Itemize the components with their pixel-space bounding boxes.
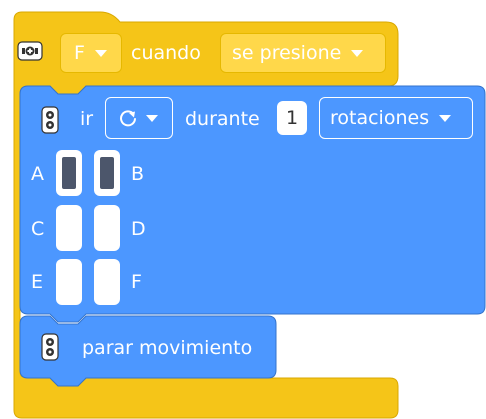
go-label: ir [80, 108, 94, 130]
unit-dropdown-value: rotaciones [330, 107, 430, 129]
remote-control-icon [40, 333, 60, 361]
port-e-toggle[interactable] [56, 259, 82, 305]
chevron-down-icon [146, 115, 158, 122]
port-label-b: B [131, 163, 145, 185]
when-label: cuando [131, 42, 201, 64]
direction-dropdown[interactable] [105, 97, 173, 139]
unit-dropdown[interactable] [319, 97, 473, 139]
port-a-toggle[interactable] [56, 150, 82, 196]
port-label-f: F [131, 271, 142, 293]
port-label-e: E [31, 271, 44, 293]
port-label-a: A [31, 163, 44, 185]
stop-movement-label: parar movimiento [82, 337, 253, 359]
chevron-down-icon [95, 50, 107, 57]
chevron-down-icon [439, 115, 451, 122]
port-d-toggle[interactable] [94, 205, 120, 251]
chevron-down-icon [351, 50, 363, 57]
button-dropdown[interactable] [60, 33, 122, 73]
port-label-d: D [131, 218, 146, 240]
event-dropdown-value: se presione [232, 42, 342, 64]
port-f-toggle[interactable] [94, 259, 120, 305]
remote-control-icon [40, 106, 60, 134]
event-dropdown[interactable] [220, 33, 386, 73]
amount-input[interactable]: 1 [277, 101, 307, 135]
port-label-c: C [31, 218, 45, 240]
port-b-toggle[interactable] [94, 150, 120, 196]
hub-button-icon [17, 40, 43, 62]
port-c-toggle[interactable] [56, 205, 82, 251]
rotate-clockwise-icon [118, 108, 138, 128]
button-dropdown-value: F [74, 42, 85, 64]
during-label: durante [185, 108, 260, 130]
